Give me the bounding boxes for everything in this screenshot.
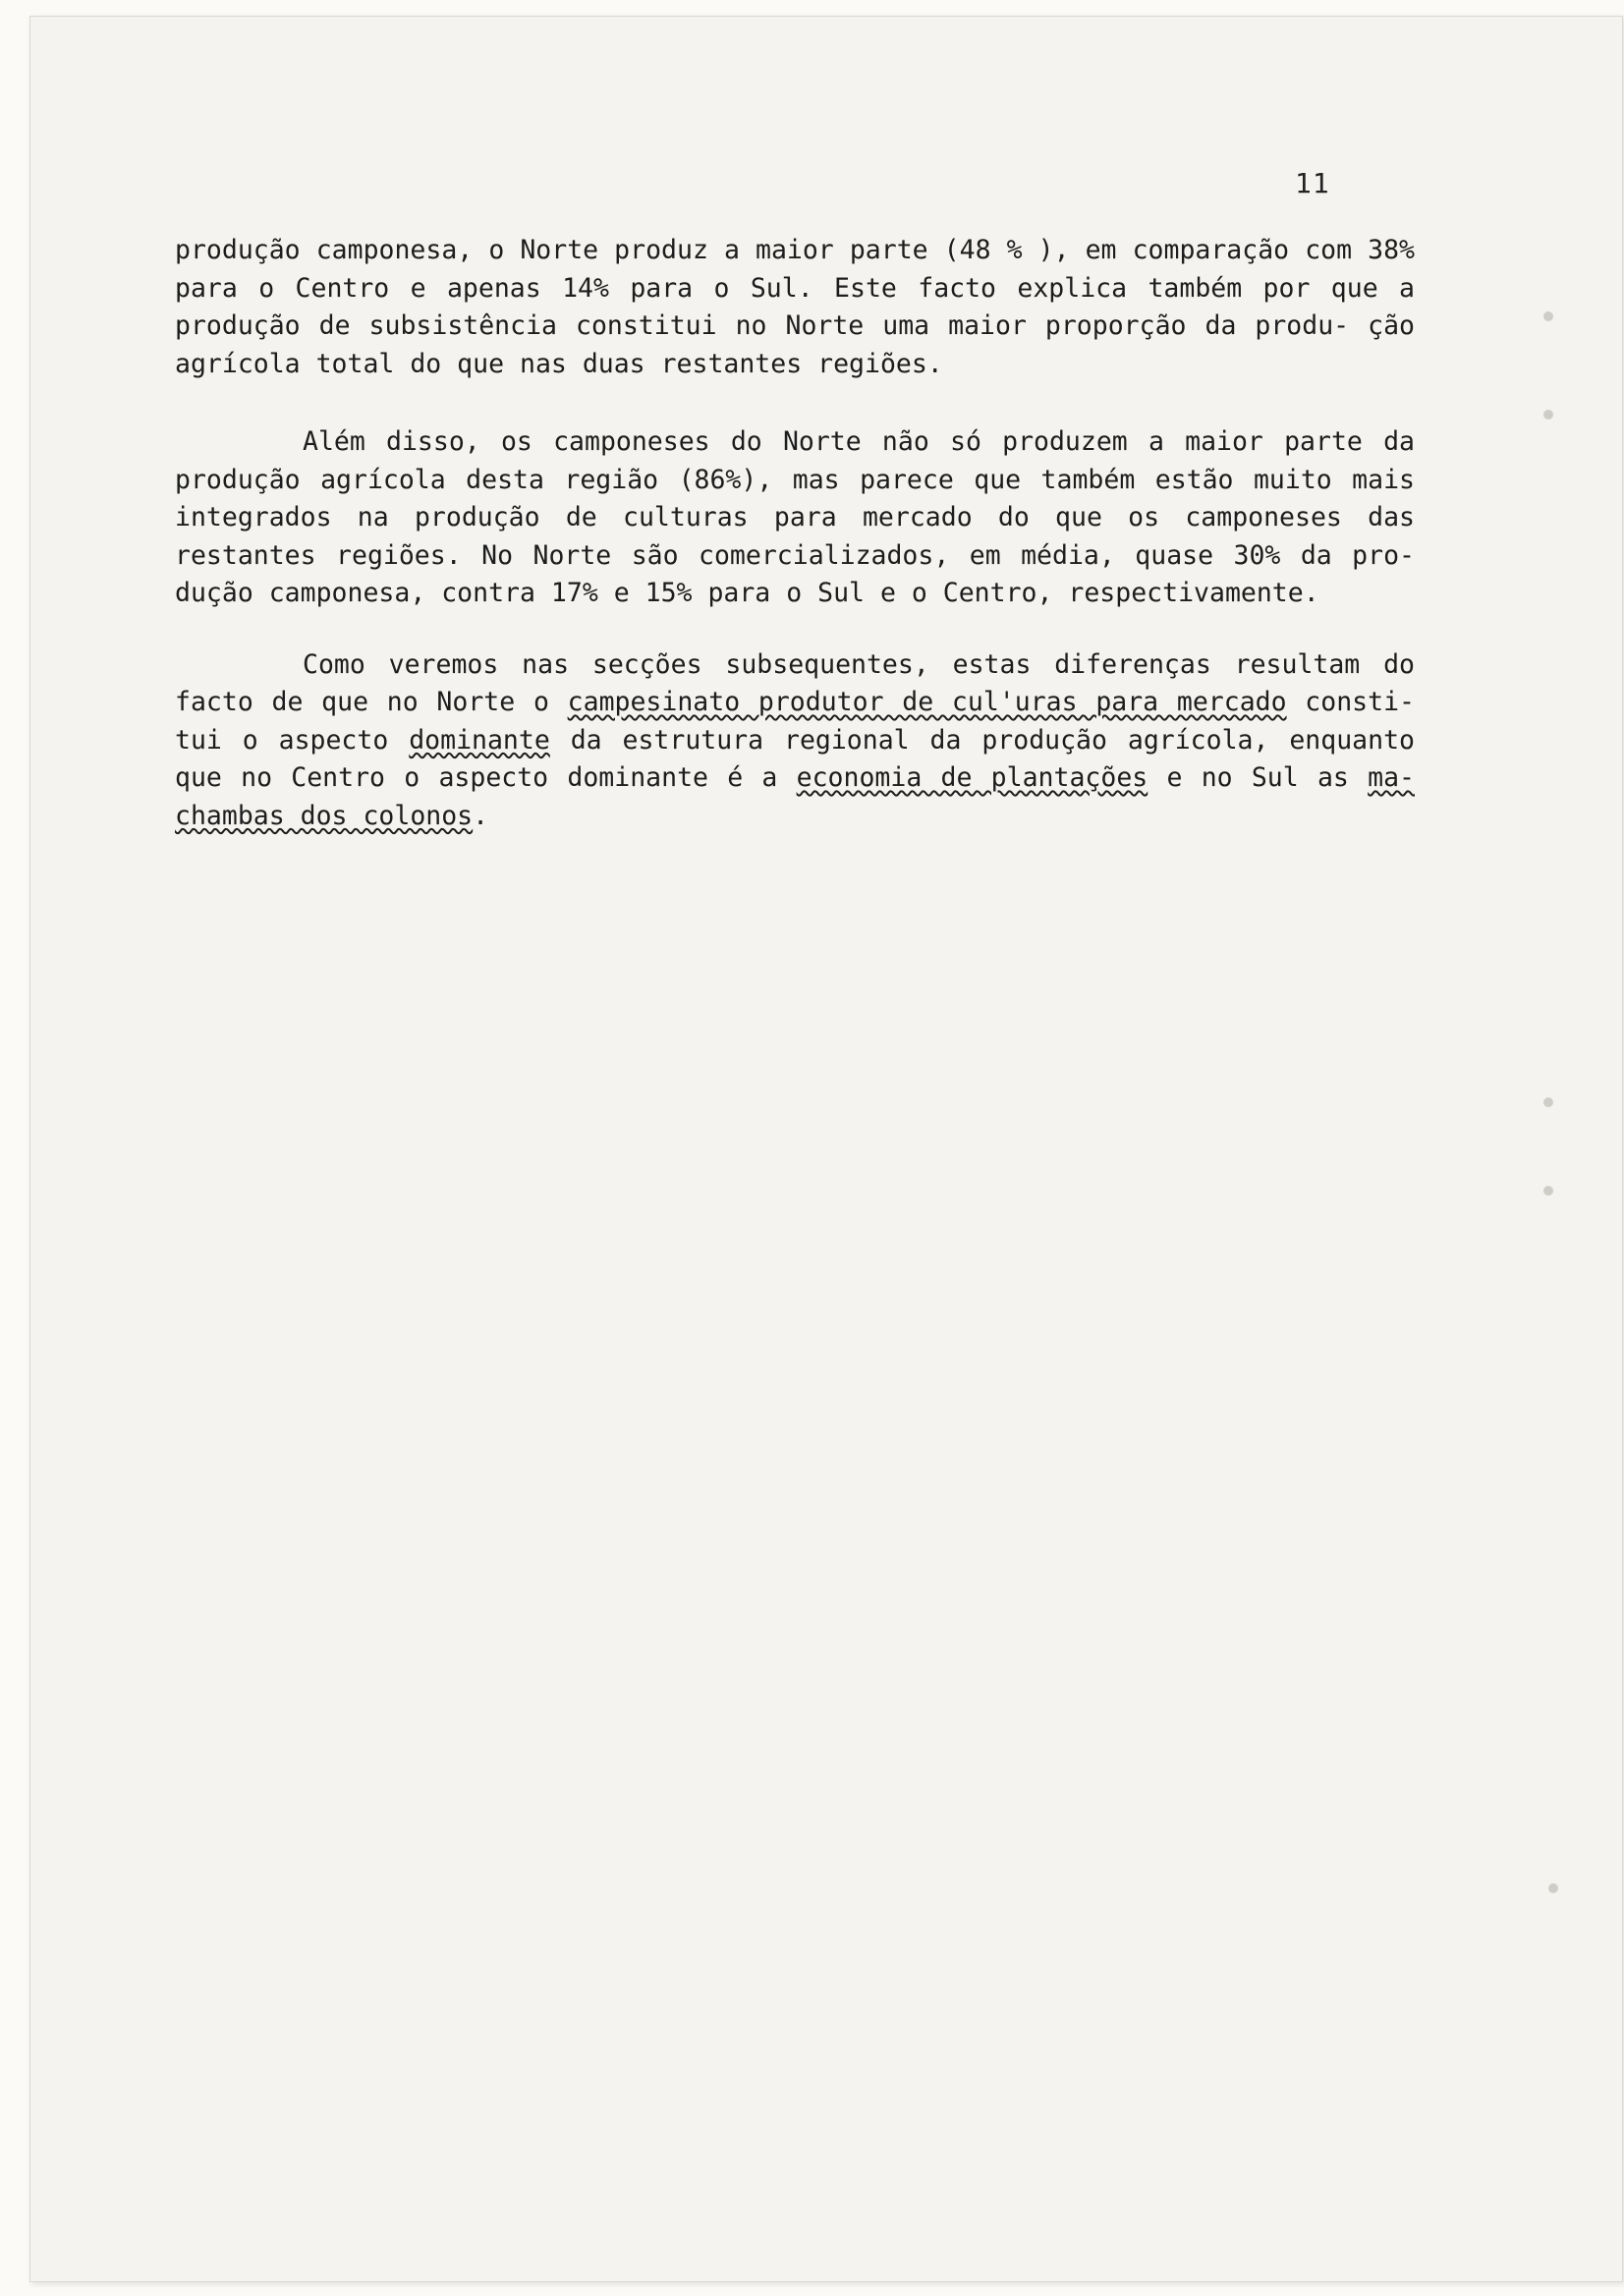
binder-hole [1543,1186,1553,1196]
paragraph-3-text: e no Sul as [1148,762,1369,793]
underlined-phrase: economia de plantações [796,762,1148,793]
paragraph-3 [175,646,1415,836]
body-text [175,232,1415,835]
paragraph-2-text: Além disso, os camponeses do Norte não só produzem a maior parte da produção agrícola desta região (86%), mas parece que também estão muito mais integrados na produção de culturas para mercado do que os camponeses das restantes regiões. No Norte são comercializados, em média, quase 30% da pro- dução camponesa, contra 17% e 15% para o Sul e o Centro, respectivamente. [175,426,1415,608]
page-number: 11 [1295,167,1330,199]
paragraph-3-text: consti- tui o aspecto [175,687,1415,756]
underlined-phrase: campesinato produtor de cul'uras para mercado [567,687,1287,717]
binder-hole [1548,1883,1558,1893]
paragraph-1 [175,232,1415,383]
paragraph-3-text: . [473,800,489,831]
binder-hole [1543,410,1553,420]
paragraph-3-text: da estrutura regional da produção agrícola, enquanto que no Centro o aspecto dominante é a [175,724,1415,793]
underlined-phrase: ma- chambas dos colonos [175,762,1415,831]
paragraph-2 [175,423,1415,613]
binder-hole [1543,1097,1553,1107]
paragraph-1-text: produção camponesa, o Norte produz a maior parte (48 % ), em comparação com 38% para o Centro e apenas 14% para o Sul. Este facto explica também por que a produção de subsistência constitui no Norte uma maior proporção da produ- ção agrícola total do que nas duas restantes regiões. [175,235,1415,379]
binder-hole [1543,311,1553,321]
underlined-phrase: dominante [409,724,550,756]
paragraph-3-text: Como veremos nas secções subsequentes, estas diferenças resultam do facto de que no Norte o [175,648,1415,717]
